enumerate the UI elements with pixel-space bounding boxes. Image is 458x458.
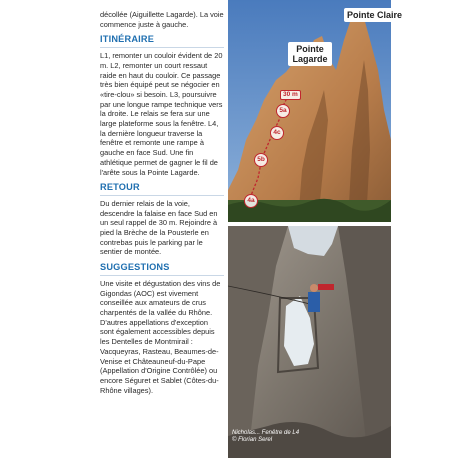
- marker-4c: 4c: [270, 126, 284, 140]
- cliff-illustration: [228, 0, 391, 222]
- marker-5a: 5a: [276, 104, 290, 118]
- pointe-lagarde-label: Pointe Lagarde: [288, 42, 332, 66]
- marker-5b: 5b: [254, 153, 268, 167]
- retour-paragraph: Du dernier relais de la voie, descendre la falaise en face Sud en un seul rappel de 30 m. Rejoindre à pied la Brèche de la Pousterle en contrebas puis le parking par le sentier de montée.: [100, 198, 218, 257]
- itineraire-heading: ITINÉRAIRE: [100, 35, 224, 48]
- text-column: [100, 10, 224, 395]
- itineraire-paragraph: L1, remonter un couloir évident de 20 m. L2, remonter un court ressaut raide en haut du couloir. Ce passage très bien équipé peut se négocier en «tire-clou» si besoin. L3, poursuivre par une longue rampe technique vers la droite. Le relais se fera sur une large plateforme sous la fenêtre. L4, la dernière longueur traverse la fenêtre et remonte une rampe à gauche en face Sud. Une fin athlétique permet de gagner le fil de l'arête sous la Pointe Lagarde.: [100, 51, 223, 177]
- climber-window-photo: [228, 226, 391, 458]
- pointe-claire-label: Pointe Claire: [344, 8, 405, 22]
- marker-30m: 30 m: [280, 90, 301, 100]
- intro-paragraph: décollée (Aiguillette Lagarde). La voie commence juste à gauche.: [100, 10, 224, 29]
- marker-4a: 4a: [244, 194, 258, 208]
- window-illustration: [228, 226, 391, 458]
- suggestions-paragraph: Une visite et dégustation des vins de Gigondas (AOC) est vivement conseillée aux amateurs de crus charpentés de la vallée du Rhône. D'autres appellations d'exception sont également accessibles depuis les Dentelles de Montmirail : Vacqueyras, Rasteau, Beaumes-de-Venise et Châteauneuf-du-Pape (Appellation d'Origine Contrôlée) ou encore Séguret et Sablet (Côtes-du-Rhône villages).: [100, 278, 221, 395]
- retour-heading: RETOUR: [100, 183, 224, 196]
- cliff-topo-photo: [228, 0, 391, 222]
- suggestions-heading: SUGGESTIONS: [100, 263, 224, 276]
- photo-caption: Nicholas... Fenêtre de L4 © Florian Serel: [232, 430, 300, 443]
